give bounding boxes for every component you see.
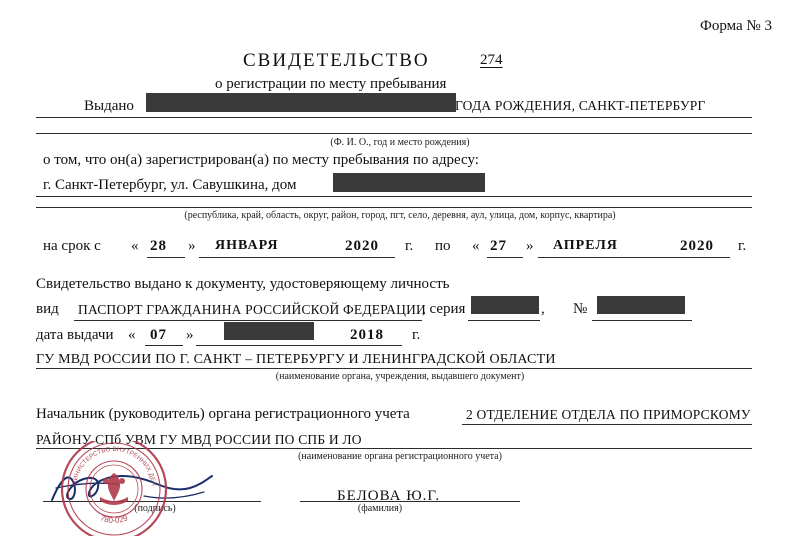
term-quote-close-1: » — [188, 238, 196, 254]
redacted-name-block — [146, 93, 456, 112]
term-day-to-rule — [487, 257, 523, 258]
svg-text:780-029: 780-029 — [99, 513, 129, 526]
caption-address: (республика, край, область, округ, район, город, пгт, село, деревня, аул, улица, дом, корпус, квартира) — [184, 210, 616, 221]
term-month-year-from-rule — [199, 257, 395, 258]
identity-document-comma: , — [541, 301, 545, 317]
identity-document-number-rule — [592, 320, 692, 321]
term-day-from: 28 — [150, 238, 167, 254]
signature-rule — [43, 501, 261, 502]
identity-document-kind-rule — [74, 320, 422, 321]
issued-to-rule-2 — [36, 133, 752, 134]
chief-label: Начальник (руководитель) органа регистрационного учета — [36, 406, 410, 422]
issued-to-label: Выдано — [84, 98, 134, 114]
chief-org-rule-1 — [462, 424, 752, 425]
identity-document-date-day: 07 — [150, 327, 167, 343]
document-number: 274 — [480, 52, 503, 68]
identity-document-date-g-abbr: г. — [412, 327, 421, 343]
redacted-address-block — [333, 173, 485, 192]
identity-document-date-day-rule — [145, 345, 183, 346]
identity-document-title: Свидетельство выдано к документу, удостоверяющему личность — [36, 276, 450, 292]
page-title: СВИДЕТЕЛЬСТВО — [243, 50, 430, 71]
identity-document-series-label: , серия — [422, 301, 466, 317]
caption-fio: (Ф. И. О., год и место рождения) — [330, 137, 470, 148]
chief-org-line-2: РАЙОНУ СПб УВМ ГУ МВД РОССИИ ПО СПБ И ЛО — [36, 432, 362, 447]
identity-document-date-quote-close: » — [186, 327, 194, 343]
identity-document-authority: ГУ МВД РОССИИ ПО Г. САНКТ – ПЕТЕРБУРГУ И ЛЕНИНГРАДСКОЙ ОБЛАСТИ — [36, 352, 556, 367]
term-year-to: 2020 — [680, 238, 714, 254]
term-month-year-to-rule — [538, 257, 730, 258]
caption-authority: (наименование органа, учреждения, выдавшего документ) — [275, 371, 525, 382]
caption-signature: (подпись) — [134, 503, 176, 514]
identity-document-date-year: 2018 — [350, 327, 384, 343]
registration-address: г. Санкт-Петербург, ул. Савушкина, дом — [43, 177, 297, 193]
identity-document-authority-rule — [36, 368, 752, 369]
term-day-from-rule — [147, 257, 185, 258]
registration-statement: о том, что он(а) зарегистрирован(а) по месту пребывания по адресу: — [43, 152, 479, 168]
issued-to-rule — [36, 117, 752, 118]
address-rule-2 — [36, 207, 752, 208]
identity-document-number-label: № — [573, 301, 588, 317]
term-quote-close-2: » — [526, 238, 534, 254]
address-rule-1 — [36, 196, 752, 197]
identity-document-date-month-year-rule — [196, 345, 402, 346]
term-from-label: на срок с — [43, 238, 101, 254]
caption-surname: (фамилия) — [357, 503, 403, 514]
term-to-label: по — [435, 238, 451, 254]
term-day-to: 27 — [490, 238, 507, 254]
svg-text:МИНИСТЕРСТВО ВНУТРЕННИХ ДЕЛ: МИНИСТЕРСТВО ВНУТРЕННИХ ДЕЛ — [71, 445, 157, 487]
redacted-number-block — [597, 296, 685, 314]
redacted-month-block — [224, 322, 314, 340]
term-year-from: 2020 — [345, 238, 379, 254]
term-g-abbr-2: г. — [738, 238, 747, 254]
surname-rule — [300, 501, 520, 502]
identity-document-kind-value: ПАСПОРТ ГРАЖДАНИНА РОССИЙСКОЙ ФЕДЕРАЦИИ — [78, 302, 426, 317]
identity-document-date-label: дата выдачи — [36, 327, 114, 343]
issued-to-tail-text: ГОДА РОЖДЕНИЯ, САНКТ-ПЕТЕРБУРГ — [455, 98, 706, 113]
redacted-series-block — [471, 296, 539, 314]
term-quote-open-2: « — [472, 238, 480, 254]
identity-document-kind-label: вид — [36, 301, 59, 317]
identity-document-series-rule — [468, 320, 540, 321]
caption-chief: (наименование органа регистрационного учета) — [298, 451, 502, 462]
term-month-from: ЯНВАРЯ — [215, 238, 279, 253]
term-quote-open-1: « — [131, 238, 139, 254]
chief-org-line-1: 2 ОТДЕЛЕНИЕ ОТДЕЛА ПО ПРИМОРСКОМУ — [466, 407, 751, 422]
term-month-to: АПРЕЛЯ — [553, 238, 618, 253]
chief-org-rule-2 — [36, 448, 752, 449]
identity-document-date-quote-open: « — [128, 327, 136, 343]
signatory-surname: БЕЛОВА Ю.Г. — [337, 488, 441, 504]
term-g-abbr-1: г. — [405, 238, 414, 254]
document-subtitle: о регистрации по месту пребывания — [215, 76, 447, 92]
form-number: Форма № 3 — [700, 18, 772, 34]
